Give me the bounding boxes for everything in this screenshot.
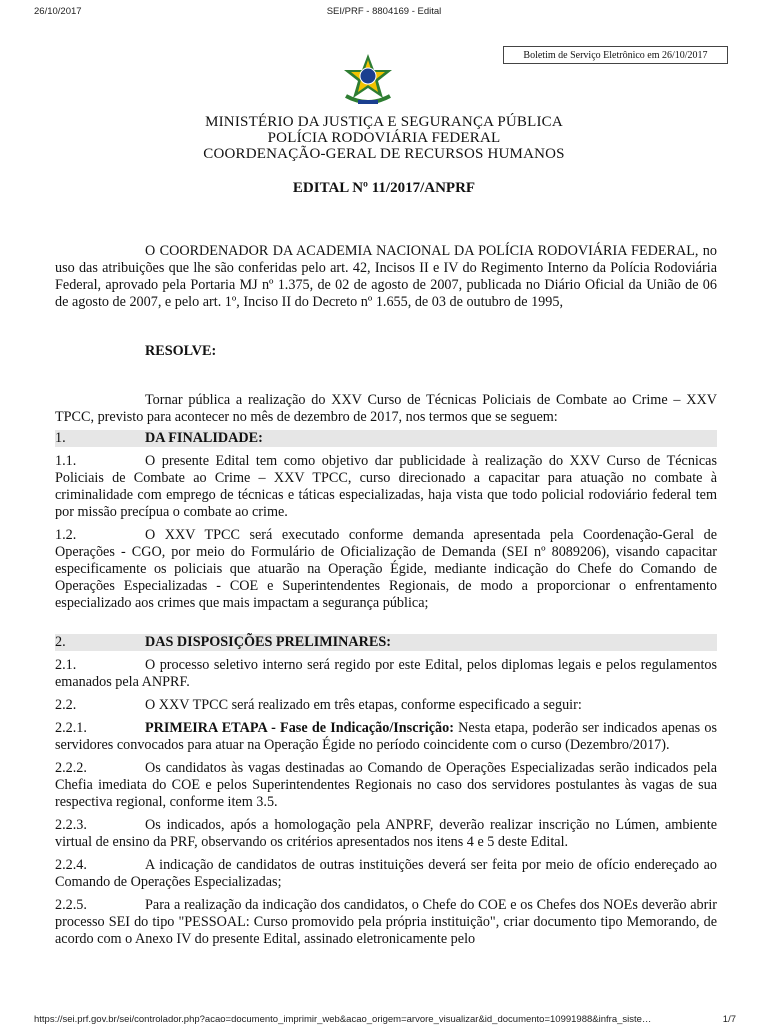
resolve-heading: RESOLVE: [145,343,217,359]
footer-url: https://sei.prf.gov.br/sei/controlador.php?acao=documento_imprimir_web&acao_origem=arvore_visualizar&id_documento=10991988&infra_siste… [34,1014,652,1025]
item-text: Os candidatos às vagas destinadas ao Comando de Operações Especializadas serão indicados pela Chefia imediata do COE e pelos Superintendentes Regionais no caso dos servidores postulantes às vagas de sua respectiva regional, conforme item 3.5. [55,760,717,810]
item-number: 1.2. [55,527,77,543]
document-body [55,243,717,948]
item-2-2 [55,697,717,714]
spacer [55,612,717,630]
institution-line-3: COORDENAÇÃO-GERAL DE RECURSOS HUMANOS [203,146,565,162]
preamble: O COORDENADOR DA ACADEMIA NACIONAL DA POLÍCIA RODOVIÁRIA FEDERAL, no uso das atribuições que lhe são conferidas pelo art. 42, Incisos II e IV do Regimento Interno da Polícia Rodoviária Federal, aprovado pela Portaria MJ nº 1.375, de 02 de agosto de 2007, publicada no Diário Oficial da União de 06 de agosto de 2007, e pelo art. 1º, Inciso II do Decreto nº 1.655, de 03 de outubro de 1995, [55,243,717,310]
item-2-2-3 [55,817,717,851]
item-text: O presente Edital tem como objetivo dar publicidade à realização do XXV Curso de Técnicas Policiais de Combate ao Crime – XXV TPCC, curso direcionado a capacitar para atuação no combate à criminalidade com emprego de técnicas e táticas especializadas, haja vista que todo policial rodoviário federal tem por missão precípua o combate ao crime. [55,453,717,520]
section-1-number: 1. [55,430,66,446]
institution-line-1: MINISTÉRIO DA JUSTIÇA E SEGURANÇA PÚBLICA [205,114,563,130]
section-1-title: DA FINALIDADE: [145,430,263,446]
edital-title: EDITAL Nº 11/2017/ANPRF [292,180,476,196]
item-number: 1.1. [55,453,77,469]
item-number: 2.2.4. [55,857,87,873]
item-number: 2.2. [55,697,77,713]
institution-header [0,114,768,162]
section-1-heading [55,430,717,447]
print-date: 26/10/2017 [34,6,82,17]
item-text: O XXV TPCC será executado conforme demanda apresentada pela Coordenação-Geral de Operações - CGO, por meio do Formulário de Oficialização de Demanda (SEI nº 8089206), visando capacitar especificamente os policiais que atuarão na Operação Égide, mediante indicação do Chefe do Comando de Operações Especializadas - COE e Superintendentes Regionais, de modo a proporcionar o enfrentamento especializado aos crimes que mais impactam a segurança pública; [55,527,717,611]
item-1-2 [55,527,717,612]
item-text: Para a realização da indicação dos candidatos, o Chefe do COE e os Chefes dos NOEs deverão abrir processo SEI do tipo "PESSOAL: Curso promovido pela própria instituição", criar documento tipo Memorando, de acordo com o Anexo IV do presente Edital, assinado eletronicamente pelo [55,897,717,947]
item-number: 2.2.3. [55,817,87,833]
item-number: 2.2.2. [55,760,87,776]
item-number: 2.2.5. [55,897,87,913]
item-text: O XXV TPCC será realizado em três etapas, conforme especificado a seguir: [145,697,582,713]
coat-of-arms-icon [338,52,398,108]
item-bold-label: PRIMEIRA ETAPA - Fase de Indicação/Inscrição: [145,720,454,736]
institution-line-2: POLÍCIA RODOVIÁRIA FEDERAL [267,130,501,146]
item-text: A indicação de candidatos de outras instituições deverá ser feita por meio de ofício endereçado ao Comando de Operações Especializadas; [55,857,717,890]
footer-page-number: 1/7 [722,1014,736,1025]
section-2-heading [55,634,717,651]
tornar-paragraph: Tornar pública a realização do XXV Curso de Técnicas Policiais de Combate ao Crime – XXV TPCC, previsto para acontecer no mês de dezembro de 2017, nos termos que se seguem: [55,392,717,425]
item-2-2-4 [55,857,717,891]
section-2-number: 2. [55,634,66,650]
item-number: 2.1. [55,657,77,673]
section-2-title: DAS DISPOSIÇÕES PRELIMINARES: [145,634,391,650]
item-text: O processo seletivo interno será regido por este Edital, pelos diplomas legais e pelos regulamentos emanados pela ANPRF. [55,657,717,690]
item-2-2-2 [55,760,717,811]
item-1-1 [55,453,717,521]
boletim-box: Boletim de Serviço Eletrônico em 26/10/2017 [503,46,728,64]
item-text: Nesta etapa, poderão ser indicados apenas os servidores convocados para atuar na Operação Égide no período coincidente com o curso (Dezembro/2017). [55,720,717,753]
item-2-1 [55,657,717,691]
item-2-2-1 [55,720,717,754]
item-text: Os indicados, após a homologação pela ANPRF, deverão realizar inscrição no Lúmen, ambiente virtual de ensino da PRF, observando os critérios apresentados nos itens 4 e 5 deste Edital. [55,817,717,850]
item-2-2-5 [55,897,717,948]
item-number: 2.2.1. [55,720,87,736]
print-title: SEI/PRF - 8804169 - Edital [326,6,442,17]
